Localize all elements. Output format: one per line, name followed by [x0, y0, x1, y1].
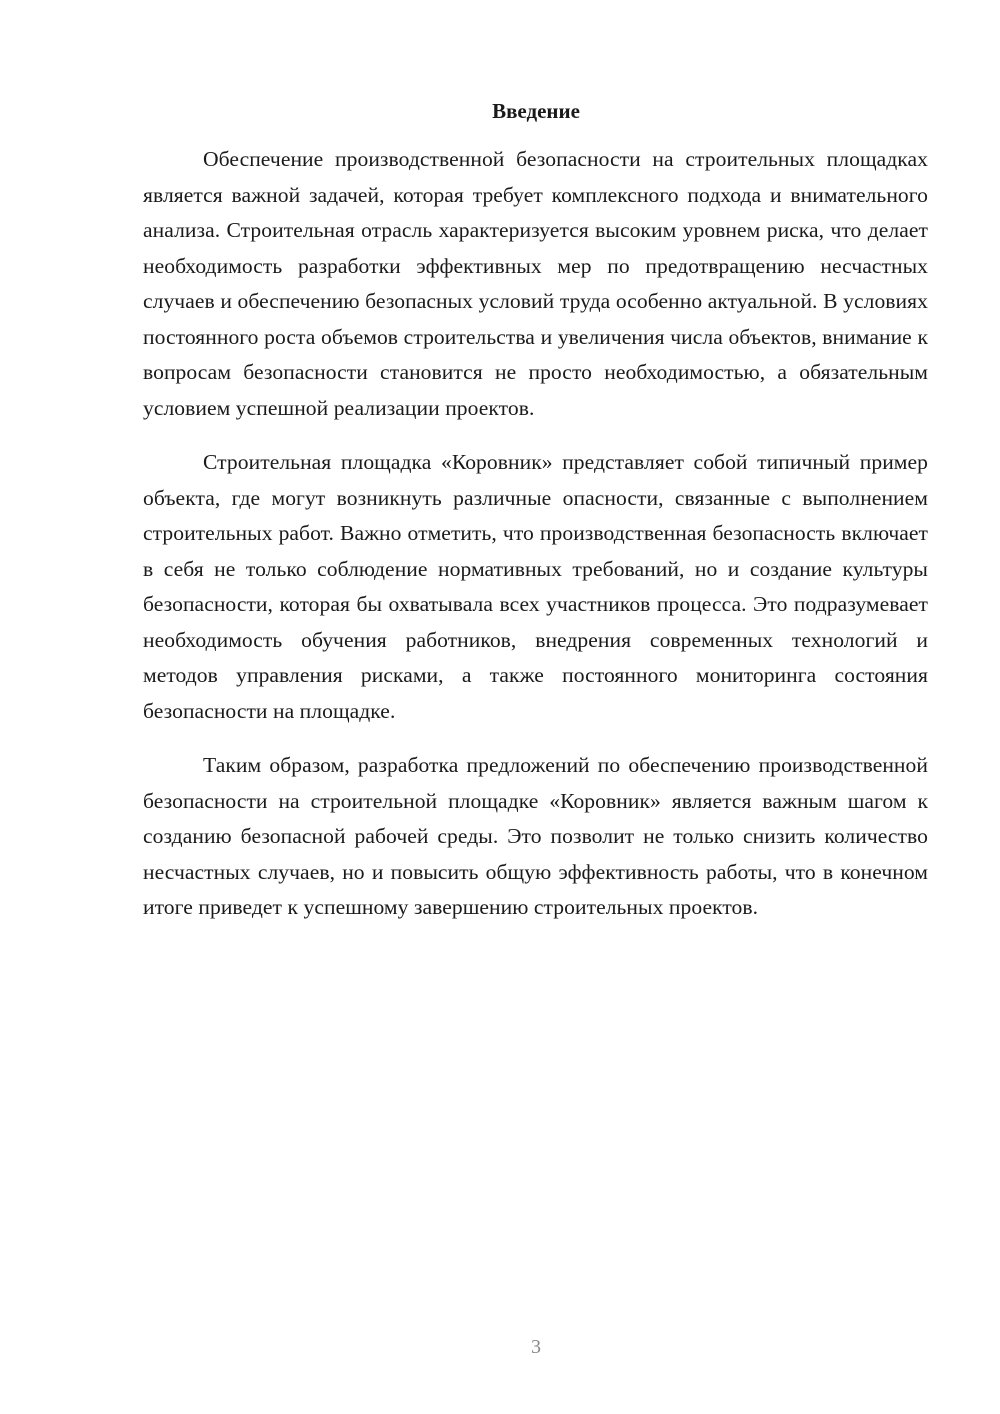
paragraph-3: Таким образом, разработка предложений по обеспечению производственной безопасности на строительной площадке «Коровник» является важным шагом к созданию безопасной рабочей среды. Это позволит не только снизить количество несчастных случаев, но и повысить общую эффективность работы, что в конечном итоге приведет к успешному завершению строительных проектов. — [143, 753, 928, 919]
body-text — [143, 142, 928, 945]
page-number: 3 — [531, 1336, 541, 1358]
section-title: Введение — [492, 99, 580, 123]
paragraph-1: Обеспечение производственной безопасности на строительных площадках является важной задачей, которая требует комплексного подхода и внимательного анализа. Строительная отрасль характеризуется высоким уровнем риска, что делает необходимость разработки эффективных мер по предотвращению несчастных случаев и обеспечению безопасных условий труда особенно актуальной. В условиях постоянного роста объемов строительства и увеличения числа объектов, внимание к вопросам безопасности становится не просто необходимостью, а обязательным условием успешной реализации проектов. — [143, 147, 928, 420]
paragraph-2: Строительная площадка «Коровник» представляет собой типичный пример объекта, где могут возникнуть различные опасности, связанные с выполнением строительных работ. Важно отметить, что производственная безопасность включает в себя не только соблюдение нормативных требований, но и создание культуры безопасности, которая бы охватывала всех участников процесса. Это подразумевает необходимость обучения работников, внедрения современных технологий и методов управления рисками, а также постоянного мониторинга состояния безопасности на площадке. — [143, 450, 928, 723]
